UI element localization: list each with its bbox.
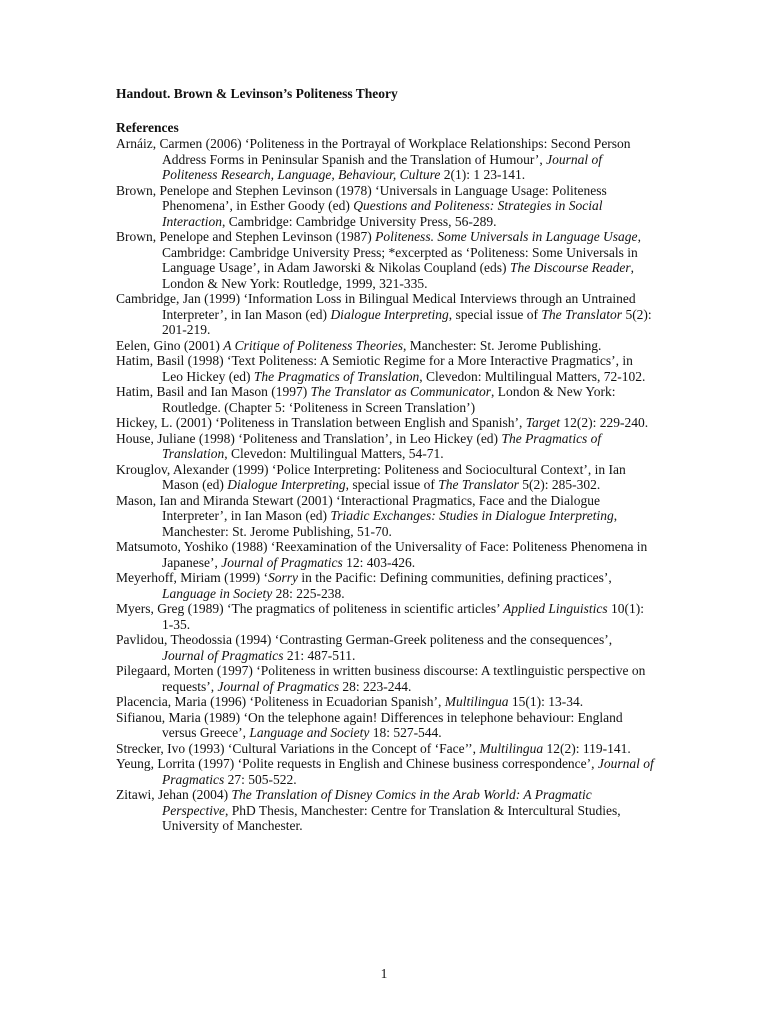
reference-text: Matsumoto, Yoshiko (1988) ‘Reexamination of the Universality of Face: Politeness Phenomena in Japanese’, [116,539,648,570]
reference-text: Zitawi, Jehan (2004) [116,787,232,802]
reference-entry [116,384,656,415]
reference-italic-text: A Critique of Politeness Theories [223,337,403,353]
reference-text: Meyerhoff, Miriam (1999) ‘ [116,570,268,585]
reference-text: , special issue of [345,477,439,492]
reference-text: Pavlidou, Theodossia (1994) ‘Contrasting German-Greek politeness and the consequences’, [116,632,613,647]
reference-text: , London & New York: Routledge. (Chapter 5: ‘Politeness in Screen Translation’) [162,384,616,415]
reference-italic-text: Multilingua [479,740,544,756]
reference-text: , Manchester: St. Jerome Publishing, 51-70. [162,508,618,539]
reference-text: Pilegaard, Morten (1997) ‘Politeness in written business discourse: A textlinguistic perspective on requests’, [116,663,646,694]
reference-italic-text: Target [525,415,560,430]
reference-text: Mason, Ian and Miranda Stewart (2001) ‘Interactional Pragmatics, Face and the Dialogue Interpreter’, in Ian Mason (ed) [116,492,600,523]
reference-text: , Cambridge: Cambridge University Press, 56-289. [222,213,497,229]
reference-text: 12(2): 229-240. [559,415,649,430]
reference-text: Hatim, Basil (1998) ‘Text Politeness: A Semiotic Regime for a More Interactive Pragmatics’, in Leo Hickey (ed) [116,353,633,384]
reference-entry [116,291,656,338]
reference-italic-text: The Pragmatics of Translation [253,368,420,384]
reference-entry [116,601,656,632]
reference-italic-text: The Translator [541,306,623,322]
page-title: Handout. Brown & Levinson’s Politeness Theory [116,86,398,101]
reference-italic-text: Applied Linguistics [503,601,608,616]
reference-italic-text: Triadic Exchanges: Studies in Dialogue Interpreting [330,508,614,523]
reference-entry [116,338,656,354]
reference-italic-text: The Pragmatics of Translation [162,430,602,461]
reference-italic-text: Language in Society [162,585,273,601]
reference-text: Placencia, Maria (1996) ‘Politeness in Ecuadorian Spanish’, [116,694,445,709]
reference-text: 18: 527-544. [369,725,442,740]
reference-italic-text: Journal of Politeness Research, Language, Behaviour, Culture [162,151,602,182]
reference-italic-text: Multilingua [444,694,509,709]
reference-entry [116,632,656,663]
reference-text: , Manchester: St. Jerome Publishing. [402,337,602,353]
reference-text: Strecker, Ivo (1993) ‘Cultural Variations in the Concept of ‘Face’’, [116,740,480,756]
reference-text: Eelen, Gino (2001) [116,337,224,353]
document-content [116,86,656,834]
reference-text: Myers, Greg (1989) ‘The pragmatics of politeness in scientific articles’ [116,601,503,616]
reference-text: 2(1): 1 23-141. [440,167,526,182]
reference-entry [116,663,656,694]
reference-text: 15(1): 13-34. [508,694,584,709]
reference-text: Brown, Penelope and Stephen Levinson (1978) ‘Universals in Language Usage: Politeness Phenomena’, in Esther Goody (ed) [116,182,607,213]
reference-text: , London & New York: Routledge, 1999, 321-335. [162,260,635,291]
reference-entry [116,694,656,710]
reference-text: 10(1): 1-35. [162,601,644,632]
reference-entry [116,353,656,384]
reference-text: Yeung, Lorrita (1997) ‘Polite requests in English and Chinese business correspondence’, [116,756,598,771]
reference-text: , Cambridge: Cambridge University Press; *excerpted as ‘Politeness: Some Universals in Language Usage’, in Adam Jaworski & Nikolas Coupland (eds) [162,229,641,275]
reference-text: House, Juliane (1998) ‘Politeness and Translation’, in Leo Hickey (ed) [116,430,502,446]
reference-text: 28: 223-244. [338,678,412,694]
reference-text: , Clevedon: Multilingual Matters, 54-71. [224,446,444,461]
reference-italic-text: Journal of Pragmatics [221,554,343,570]
reference-italic-text: Journal of Pragmatics [162,756,654,787]
reference-entry [116,229,656,291]
reference-entry [116,570,656,601]
reference-italic-text: The Translation of Disney Comics in the Arab World: A Pragmatic Perspective [162,787,592,818]
reference-text: Hickey, L. (2001) ‘Politeness in Translation between English and Spanish’, [116,415,526,430]
reference-text: Brown, Penelope and Stephen Levinson (1987) [116,229,376,244]
reference-entry [116,493,656,540]
reference-italic-text: Sorry [267,570,298,585]
reference-text: 27: 505-522. [224,771,297,787]
reference-italic-text: Questions and Politeness: Strategies in Social Interaction [162,198,603,229]
reference-text: Cambridge, Jan (1999) ‘Information Loss in Bilingual Medical Interviews through an Untrained Interpreter’, in Ian Mason (ed) [116,291,636,322]
reference-entry [116,136,656,183]
reference-text: 28: 225-238. [272,585,345,601]
reference-entry [116,431,656,462]
reference-italic-text: The Discourse Reader [509,260,631,275]
reference-text: 12: 403-426. [342,554,416,570]
reference-list [116,136,656,834]
page-number: 1 [380,966,388,981]
reference-italic-text: The Translator as Communicator [310,384,491,399]
reference-entry [116,415,656,431]
reference-entry [116,741,656,757]
reference-text: 5(2): 201-219. [162,306,652,337]
reference-text: 12(2): 119-141. [543,740,631,756]
reference-text: 21: 487-511. [283,647,356,663]
reference-italic-text: Dialogue Interpreting [330,306,449,322]
reference-text: 5(2): 285-302. [518,477,601,492]
reference-entry [116,183,656,230]
reference-text: , special issue of [448,306,542,322]
reference-italic-text: The Translator [438,477,519,492]
reference-entry [116,710,656,741]
reference-italic-text: Language and Society [249,725,370,740]
reference-italic-text: Politeness. Some Universals in Language Usage [375,229,638,244]
reference-entry [116,462,656,493]
reference-text: Hatim, Basil and Ian Mason (1997) [116,384,311,399]
reference-entry [116,756,656,787]
reference-italic-text: Journal of Pragmatics [217,678,339,694]
reference-text: Arnáiz, Carmen (2006) ‘Politeness in the Portrayal of Workplace Relationships: Second Person Address Forms in Peninsular Spanish and the Translation of Humour’, [116,136,631,167]
reference-text: Sifianou, Maria (1989) ‘On the telephone again! Differences in telephone behaviour: England versus Greece’, [116,709,623,740]
reference-entry [116,787,656,834]
references-heading: References [116,120,179,135]
reference-text: Krouglov, Alexander (1999) ‘Police Interpreting: Politeness and Sociocultural Context’, in Ian Mason (ed) [116,461,626,492]
reference-text: in the Pacific: Defining communities, defining practices’, [297,570,612,585]
reference-text: , PhD Thesis, Manchester: Centre for Translation & Intercultural Studies, University of Manchester. [162,802,621,833]
reference-entry [116,539,656,570]
reference-italic-text: Dialogue Interpreting [227,477,346,492]
reference-italic-text: Journal of Pragmatics [162,647,284,663]
reference-text: , Clevedon: Multilingual Matters, 72-102. [419,368,646,384]
